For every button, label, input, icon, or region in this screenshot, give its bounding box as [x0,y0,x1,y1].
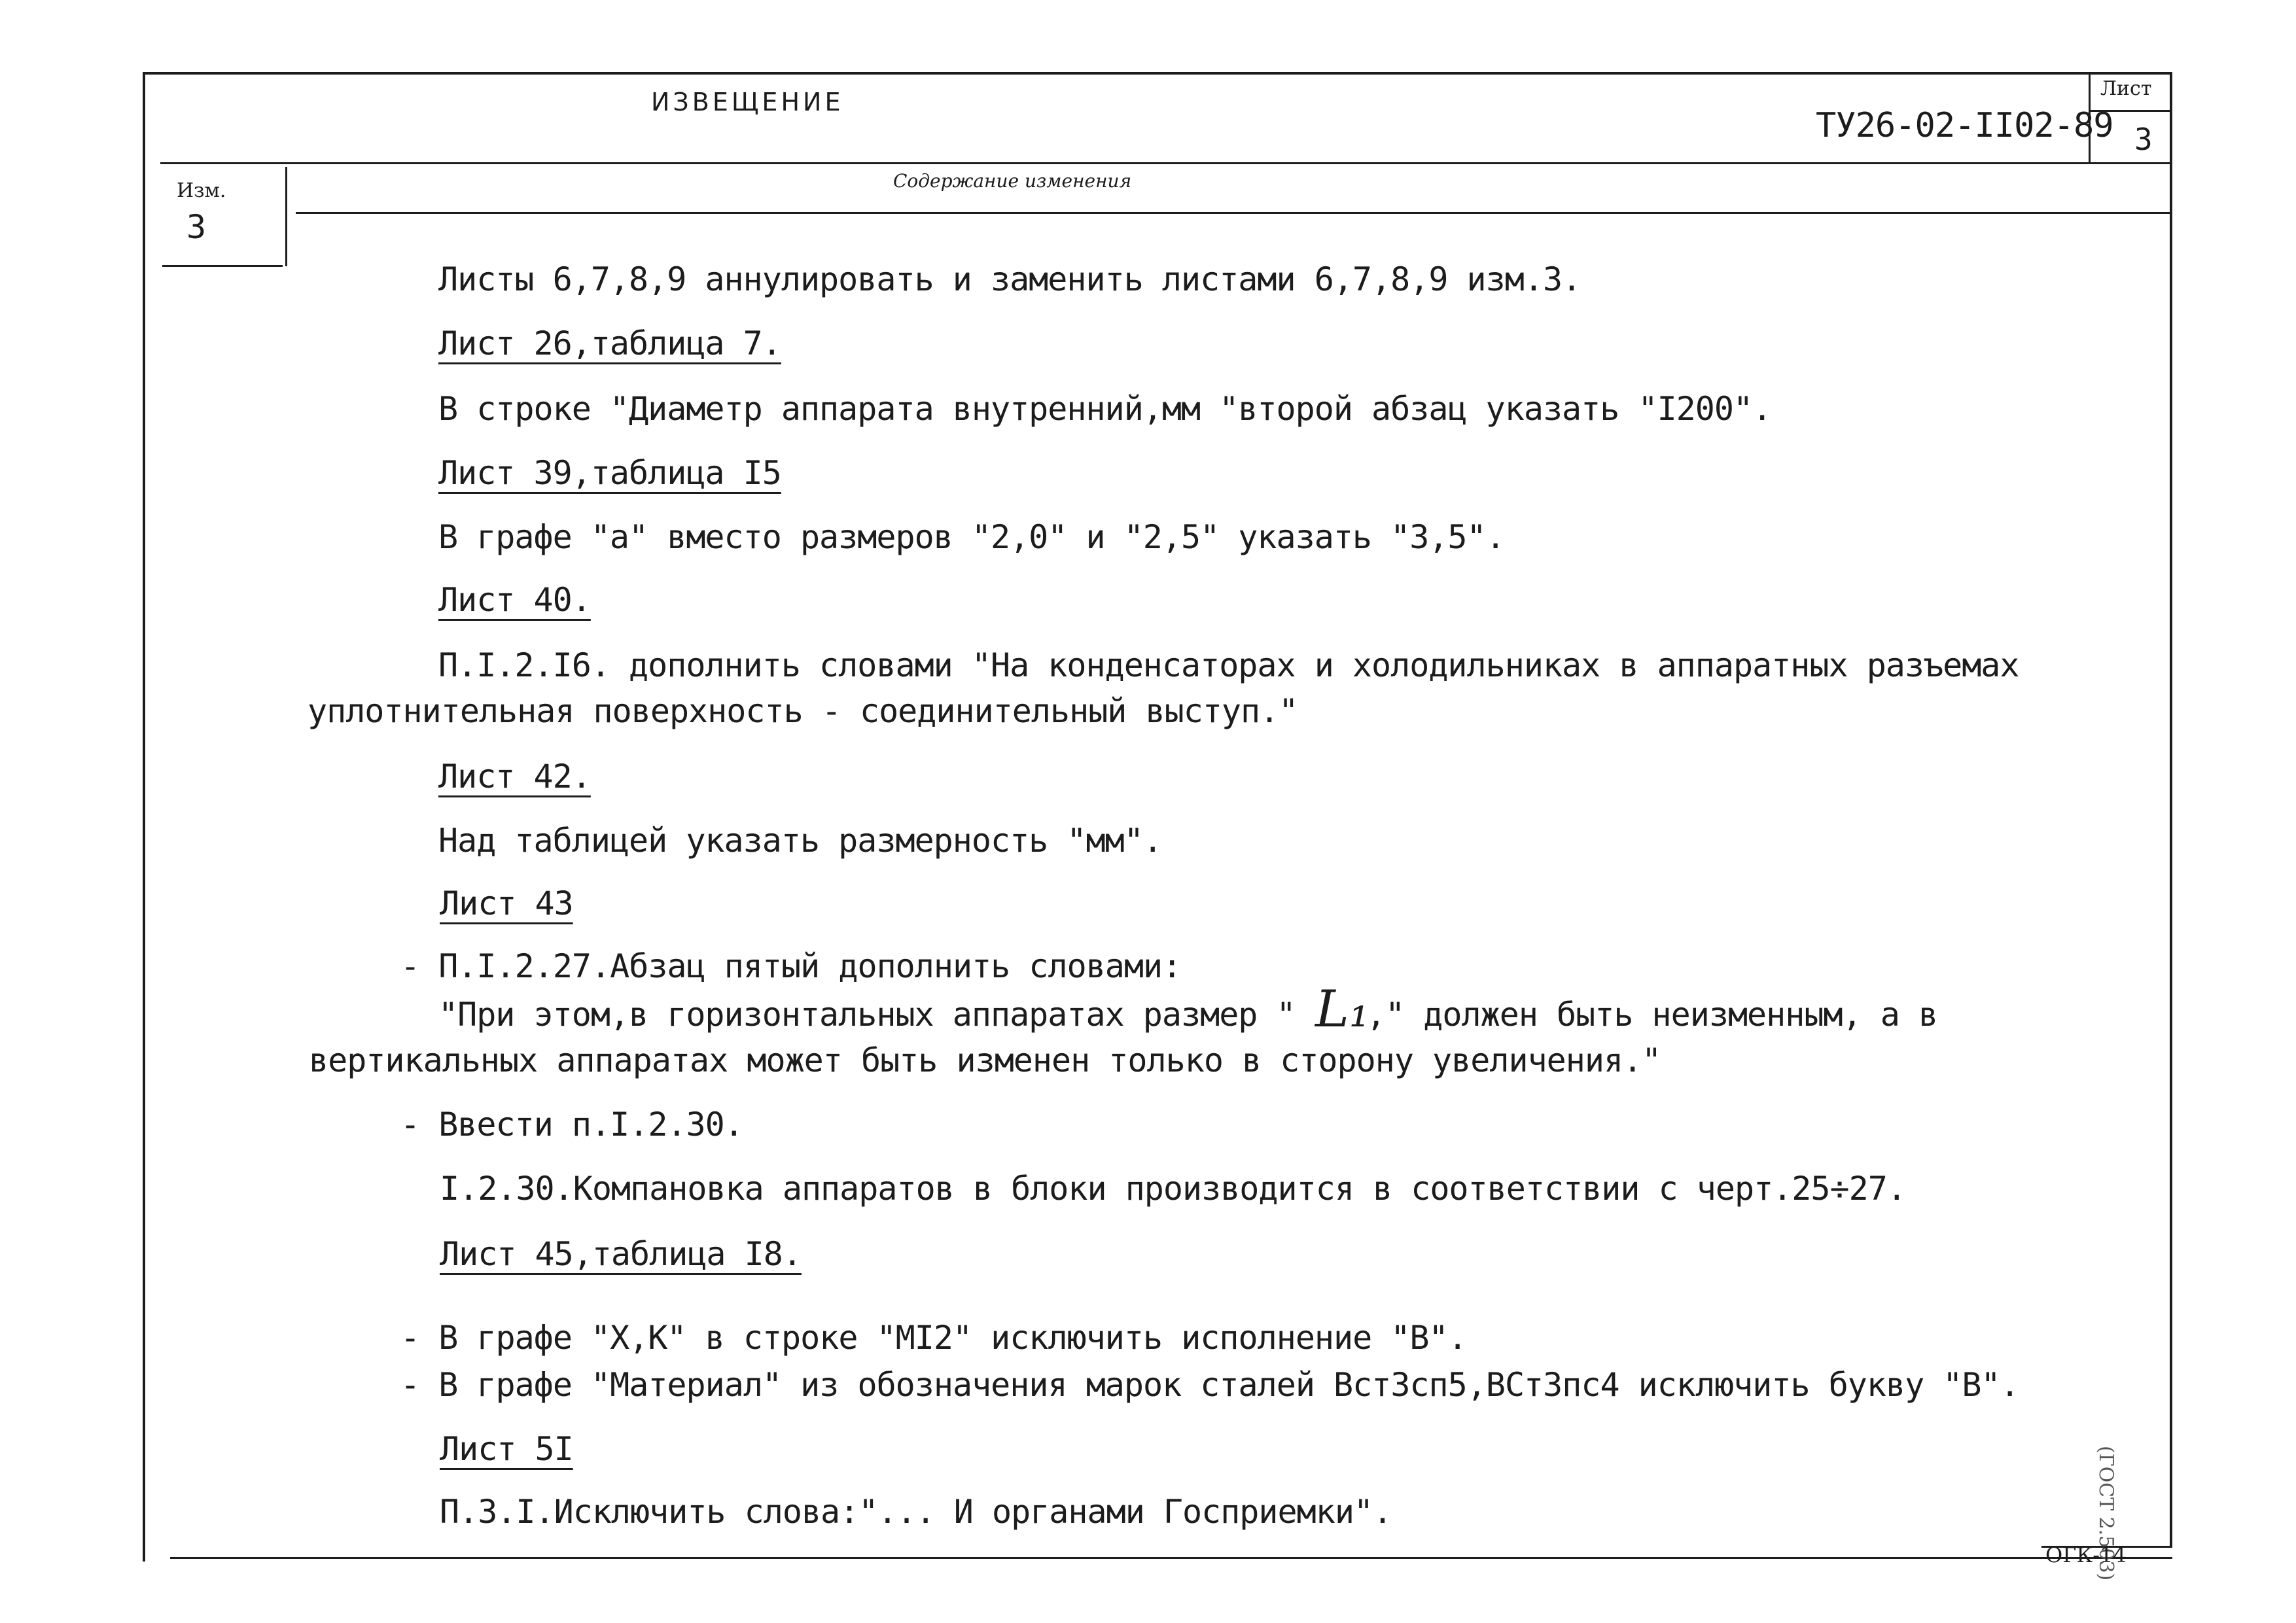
line-dimension-mm: Над таблицей указать размерность "мм". [438,822,1162,860]
heading-sheet-45: Лист 45,таблица I8. [440,1235,802,1273]
izm-box-bottom-border [162,265,283,267]
document-title: ИЗВЕЩЕНИЕ [651,88,844,116]
content-divider [296,212,2171,214]
header-divider [160,162,2171,164]
form-code: ОГК-14 [2045,1543,2127,1567]
line-column-a: В графе "а" вместо размеров "2,0" и "2,5" указать "3,5". [438,518,1505,556]
heading-sheet-26: Лист 26,таблица 7. [438,324,781,362]
izm-box-right-border [285,167,287,266]
line-quote-horizontal-part2: ," должен быть неизменным, а в [1366,996,1938,1034]
line-1216-first: П.I.2.I6. дополнить словами "На конденсаторах и холодильниках в аппаратных разъемах [438,646,2019,684]
line-remove-words: П.3.I.Исключить слова:"... И органами Госприемки". [440,1493,1392,1531]
heading-sheet-43: Лист 43 [440,884,573,922]
document-code: ТУ26-02-II02-89 [1816,106,2113,145]
handwritten-l1-symbol: L₁ [1315,980,1370,1039]
frame-top-border [143,72,2171,75]
frame-bottom-border [170,1557,2172,1559]
line-1216-second: уплотнительная поверхность - соединительный выступ." [308,692,1298,730]
sheet-label: Лист [2100,77,2152,100]
line-quote-vertical: вертикальных аппаратах может быть изменен только в сторону увеличения." [309,1041,1661,1079]
section-caption: Содержание изменения [893,170,1132,192]
heading-sheet-51: Лист 5I [440,1430,573,1468]
izm-value: 3 [186,208,206,246]
line-diameter: В строке "Диаметр аппарата внутренний,мм "второй абзац указать "I200". [438,390,1772,428]
line-introduce-1230: - Ввести п.I.2.30. [400,1106,743,1143]
line-sheets-replace: Листы 6,7,8,9 аннулировать и заменить листами 6,7,8,9 изм.3. [438,260,1581,298]
line-1230-layout: I.2.30.Компановка аппаратов в блоки производится в соответствии с черт.25÷27. [440,1170,1906,1208]
frame-right-border [2170,72,2172,1547]
line-column-material: - В графе "Материал" из обозначения марок сталей ВстЗсп5,ВСтЗпс4 исключить букву "В". [400,1366,2019,1404]
sheet-number: 3 [2134,122,2152,157]
heading-sheet-40: Лист 40. [438,581,591,619]
heading-sheet-42: Лист 42. [438,758,591,795]
line-quote-horizontal-part1: "При этом,в горизонтальных аппаратах размер " [438,996,1296,1034]
margin-stamp: (ГОСТ 2.503) [2094,1446,2117,1581]
frame-left-border [143,73,145,1562]
heading-sheet-39: Лист 39,таблица I5 [438,454,781,492]
line-1227: - П.I.2.27.Абзац пятый дополнить словами: [400,947,1182,985]
izm-label: Изм. [177,179,226,202]
line-column-xk: - В графе "Х,К" в строке "МI2" исключить исполнение "В". [400,1319,1467,1357]
